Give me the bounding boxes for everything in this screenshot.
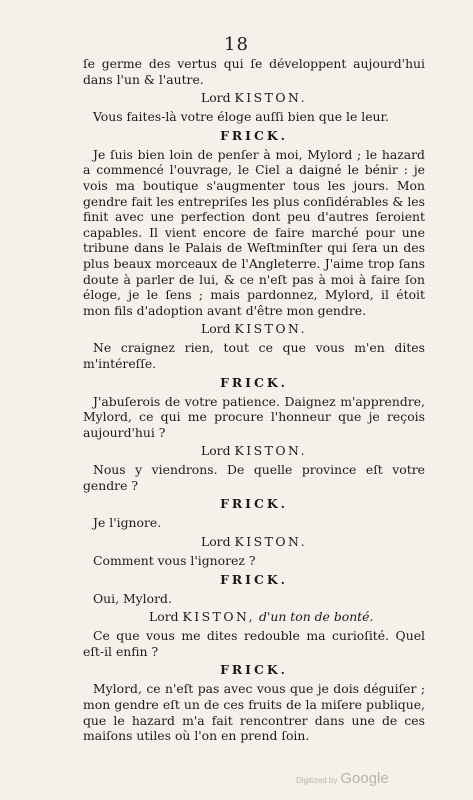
dialogue-line: Je l'ignore. (93, 515, 162, 531)
dialogue-line: Je ſuis bien loin de penſer à moi, Mylord ; le hazard a commencé l'ouvrage, le Ciel a daigné le bénir : je vois ma boutique s'augmenter tous les jours. Mon gendre fait les entrepriſes les plus conſidérables & les finit avec une perfection dont peu d'autres ſeroient capables. Il vient encore de faire marché pour une tribune dans le Palais de Weſtminſter qui ſera un des plus beaux morceaux de l'Angleterre. J'aime trop ſans doute à parler de lui, & ce n'eſt pas à moi à faire ſon éloge, je le ſens ; mais pardonnez, Mylord, il étoit mon fils d'adoption avant d'être mon gendre. (83, 146, 425, 318)
google-logo: Google (340, 770, 389, 787)
digitization-credit (296, 770, 389, 788)
speaker-heading: Lord KISTON. (200, 321, 308, 337)
dialogue-line: ſe germe des vertus qui ſe développent aujourd'hui dans l'un & l'autre. (83, 56, 425, 87)
speaker-heading: Lord KISTON. (200, 90, 308, 106)
speaker-heading: FRICK. (220, 374, 288, 390)
page-number: 18 (224, 34, 249, 55)
dialogue-line: Comment vous l'ignorez ? (93, 553, 256, 569)
dialogue-line: Nous y viendrons. De quelle province eſt votre gendre ? (83, 462, 425, 493)
dialogue-line: Ce que vous me dites redouble ma curioſité. Quel eſt-il enfin ? (83, 628, 425, 659)
speaker-heading: FRICK. (220, 571, 288, 587)
dialogue-line: Oui, Mylord. (93, 590, 172, 606)
speaker-heading: FRICK. (220, 662, 288, 678)
dialogue-line: Ne craignez rien, tout ce que vous m'en dites m'intéreſſe. (83, 340, 425, 371)
speaker-heading: FRICK. (220, 496, 288, 512)
dialogue-line: Vous faites-là votre éloge auſſi bien que le leur. (93, 109, 390, 125)
speaker-heading: FRICK. (220, 127, 288, 143)
dialogue-line: J'abuſerois de votre patience. Daignez m'apprendre, Mylord, ce qui me procure l'honneur que je reçois aujourd'hui ? (83, 393, 425, 440)
credit-prefix: Digitized by (296, 776, 338, 785)
speaker-heading: Lord KISTON. (200, 534, 308, 550)
stage-direction: d'un ton de bonté. (259, 609, 374, 625)
speaker-heading: Lord KISTON. (200, 443, 308, 459)
speaker-heading: Lord KISTON, d'un ton de bonté. (149, 609, 374, 625)
dialogue-line: Mylord, ce n'eſt pas avec vous que je dois déguiſer ; mon gendre eſt un de ces fruits de la miſere publique, que le hazard m'a fait rencontrer dans une de ces maiſons utiles où l'on en prend ſoin. (83, 681, 425, 744)
page-text (83, 56, 425, 744)
